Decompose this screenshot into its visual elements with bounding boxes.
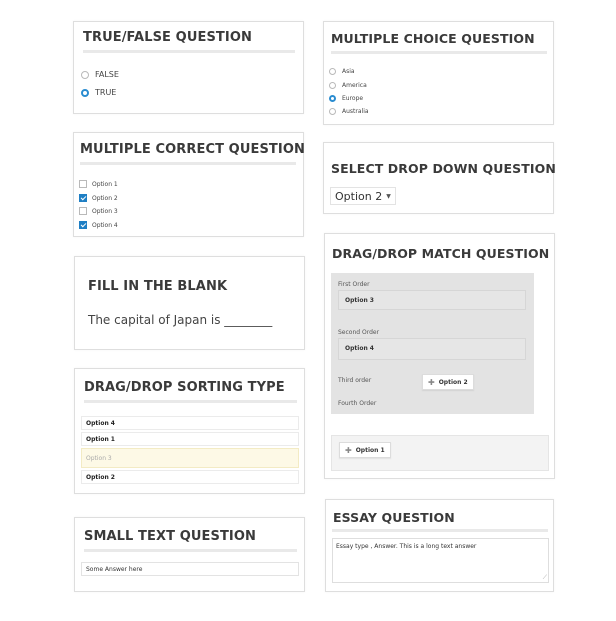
multiple-correct-option-1[interactable] [79,180,118,188]
option-select[interactable] [330,187,396,205]
slot-item[interactable]: Option 3 [345,297,374,304]
option-label: TRUE [95,88,117,97]
dragging-chip[interactable] [422,374,474,390]
fill-blank-sentence: The capital of Japan is ________ [88,313,273,327]
true-false-option-false[interactable] [81,70,119,79]
multiple-choice-option-australia[interactable] [329,108,369,115]
multiple-correct-card [73,132,304,237]
title-divider [80,162,296,165]
option-label: Australia [342,108,369,115]
checkbox-icon [79,180,87,188]
multiple-choice-title: MULTIPLE CHOICE QUESTION [331,31,535,46]
small-text-title: SMALL TEXT QUESTION [84,529,257,544]
radio-icon [81,71,89,79]
title-divider [331,51,547,54]
drag-drop-sorting-title: DRAG/DROP SORTING TYPE [84,380,285,395]
order-label-second: Second Order [338,329,380,336]
sortable-placeholder[interactable]: Option 3 [81,448,299,468]
select-drop-down-card [323,142,554,214]
multiple-choice-option-europe[interactable] [329,95,363,102]
title-divider [84,549,297,552]
checkbox-checked-icon [79,194,87,202]
chip-label: Option 2 [438,378,468,386]
option-label: America [342,82,367,89]
title-divider [84,400,297,403]
multiple-correct-option-2[interactable] [79,194,118,202]
essay-card [325,499,554,592]
true-false-option-true[interactable] [81,88,116,97]
title-divider [83,50,295,53]
sortable-item[interactable]: Option 4 [81,416,299,430]
drag-drop-match-title: DRAG/DROP MATCH QUESTION [332,246,550,261]
option-label: Option 2 [92,194,118,202]
pool-chip[interactable] [339,442,391,458]
true-false-card [73,21,304,114]
radio-selected-icon [81,89,89,97]
move-icon: ✚ [428,377,435,387]
option-label: FALSE [95,70,119,79]
small-text-card [74,517,305,592]
checkbox-icon [79,207,87,215]
caret-down-icon: ▼ [386,192,391,200]
resize-grip-icon[interactable]: ⟋ [542,574,547,581]
multiple-correct-option-4[interactable] [79,221,118,229]
chip-label: Option 1 [355,446,385,454]
option-label: Option 4 [92,221,118,229]
checkbox-checked-icon [79,221,87,229]
order-label-fourth: Fourth Order [338,400,377,407]
sortable-item[interactable]: Option 1 [81,432,299,446]
order-label-first: First Order [338,281,370,288]
radio-selected-icon [329,95,336,102]
order-label-third: Third order [338,377,372,384]
multiple-correct-title: MULTIPLE CORRECT QUESTION [80,142,305,157]
multiple-choice-option-america[interactable] [329,82,367,89]
option-label: Option 3 [92,207,118,215]
sortable-item[interactable]: Option 2 [81,470,299,484]
move-icon: ✚ [345,445,352,455]
drag-drop-match-card [324,233,555,479]
slot-item[interactable]: Option 4 [345,345,374,352]
true-false-title: TRUE/FALSE QUESTION [83,30,252,45]
option-label: Asia [342,68,355,75]
essay-textarea[interactable] [332,538,549,583]
multiple-correct-option-3[interactable] [79,207,118,215]
title-divider [332,529,548,532]
multiple-choice-option-asia[interactable] [329,68,355,75]
multiple-choice-card [323,21,554,125]
drag-drop-sorting-card [74,368,305,494]
small-text-input[interactable]: Some Answer here [81,562,299,576]
option-label: Europe [342,95,364,102]
select-value: Option 2 [335,189,383,203]
option-label: Option 1 [92,180,118,188]
radio-icon [329,68,336,75]
select-drop-down-title: SELECT DROP DOWN QUESTION [331,161,556,176]
fill-blank-title: FILL IN THE BLANK [88,279,228,294]
radio-icon [329,82,336,89]
radio-icon [329,108,336,115]
essay-title: ESSAY QUESTION [333,510,455,525]
fill-blank-card [74,256,305,350]
essay-text: Essay type , Answer. This is a long text answer [336,543,477,550]
